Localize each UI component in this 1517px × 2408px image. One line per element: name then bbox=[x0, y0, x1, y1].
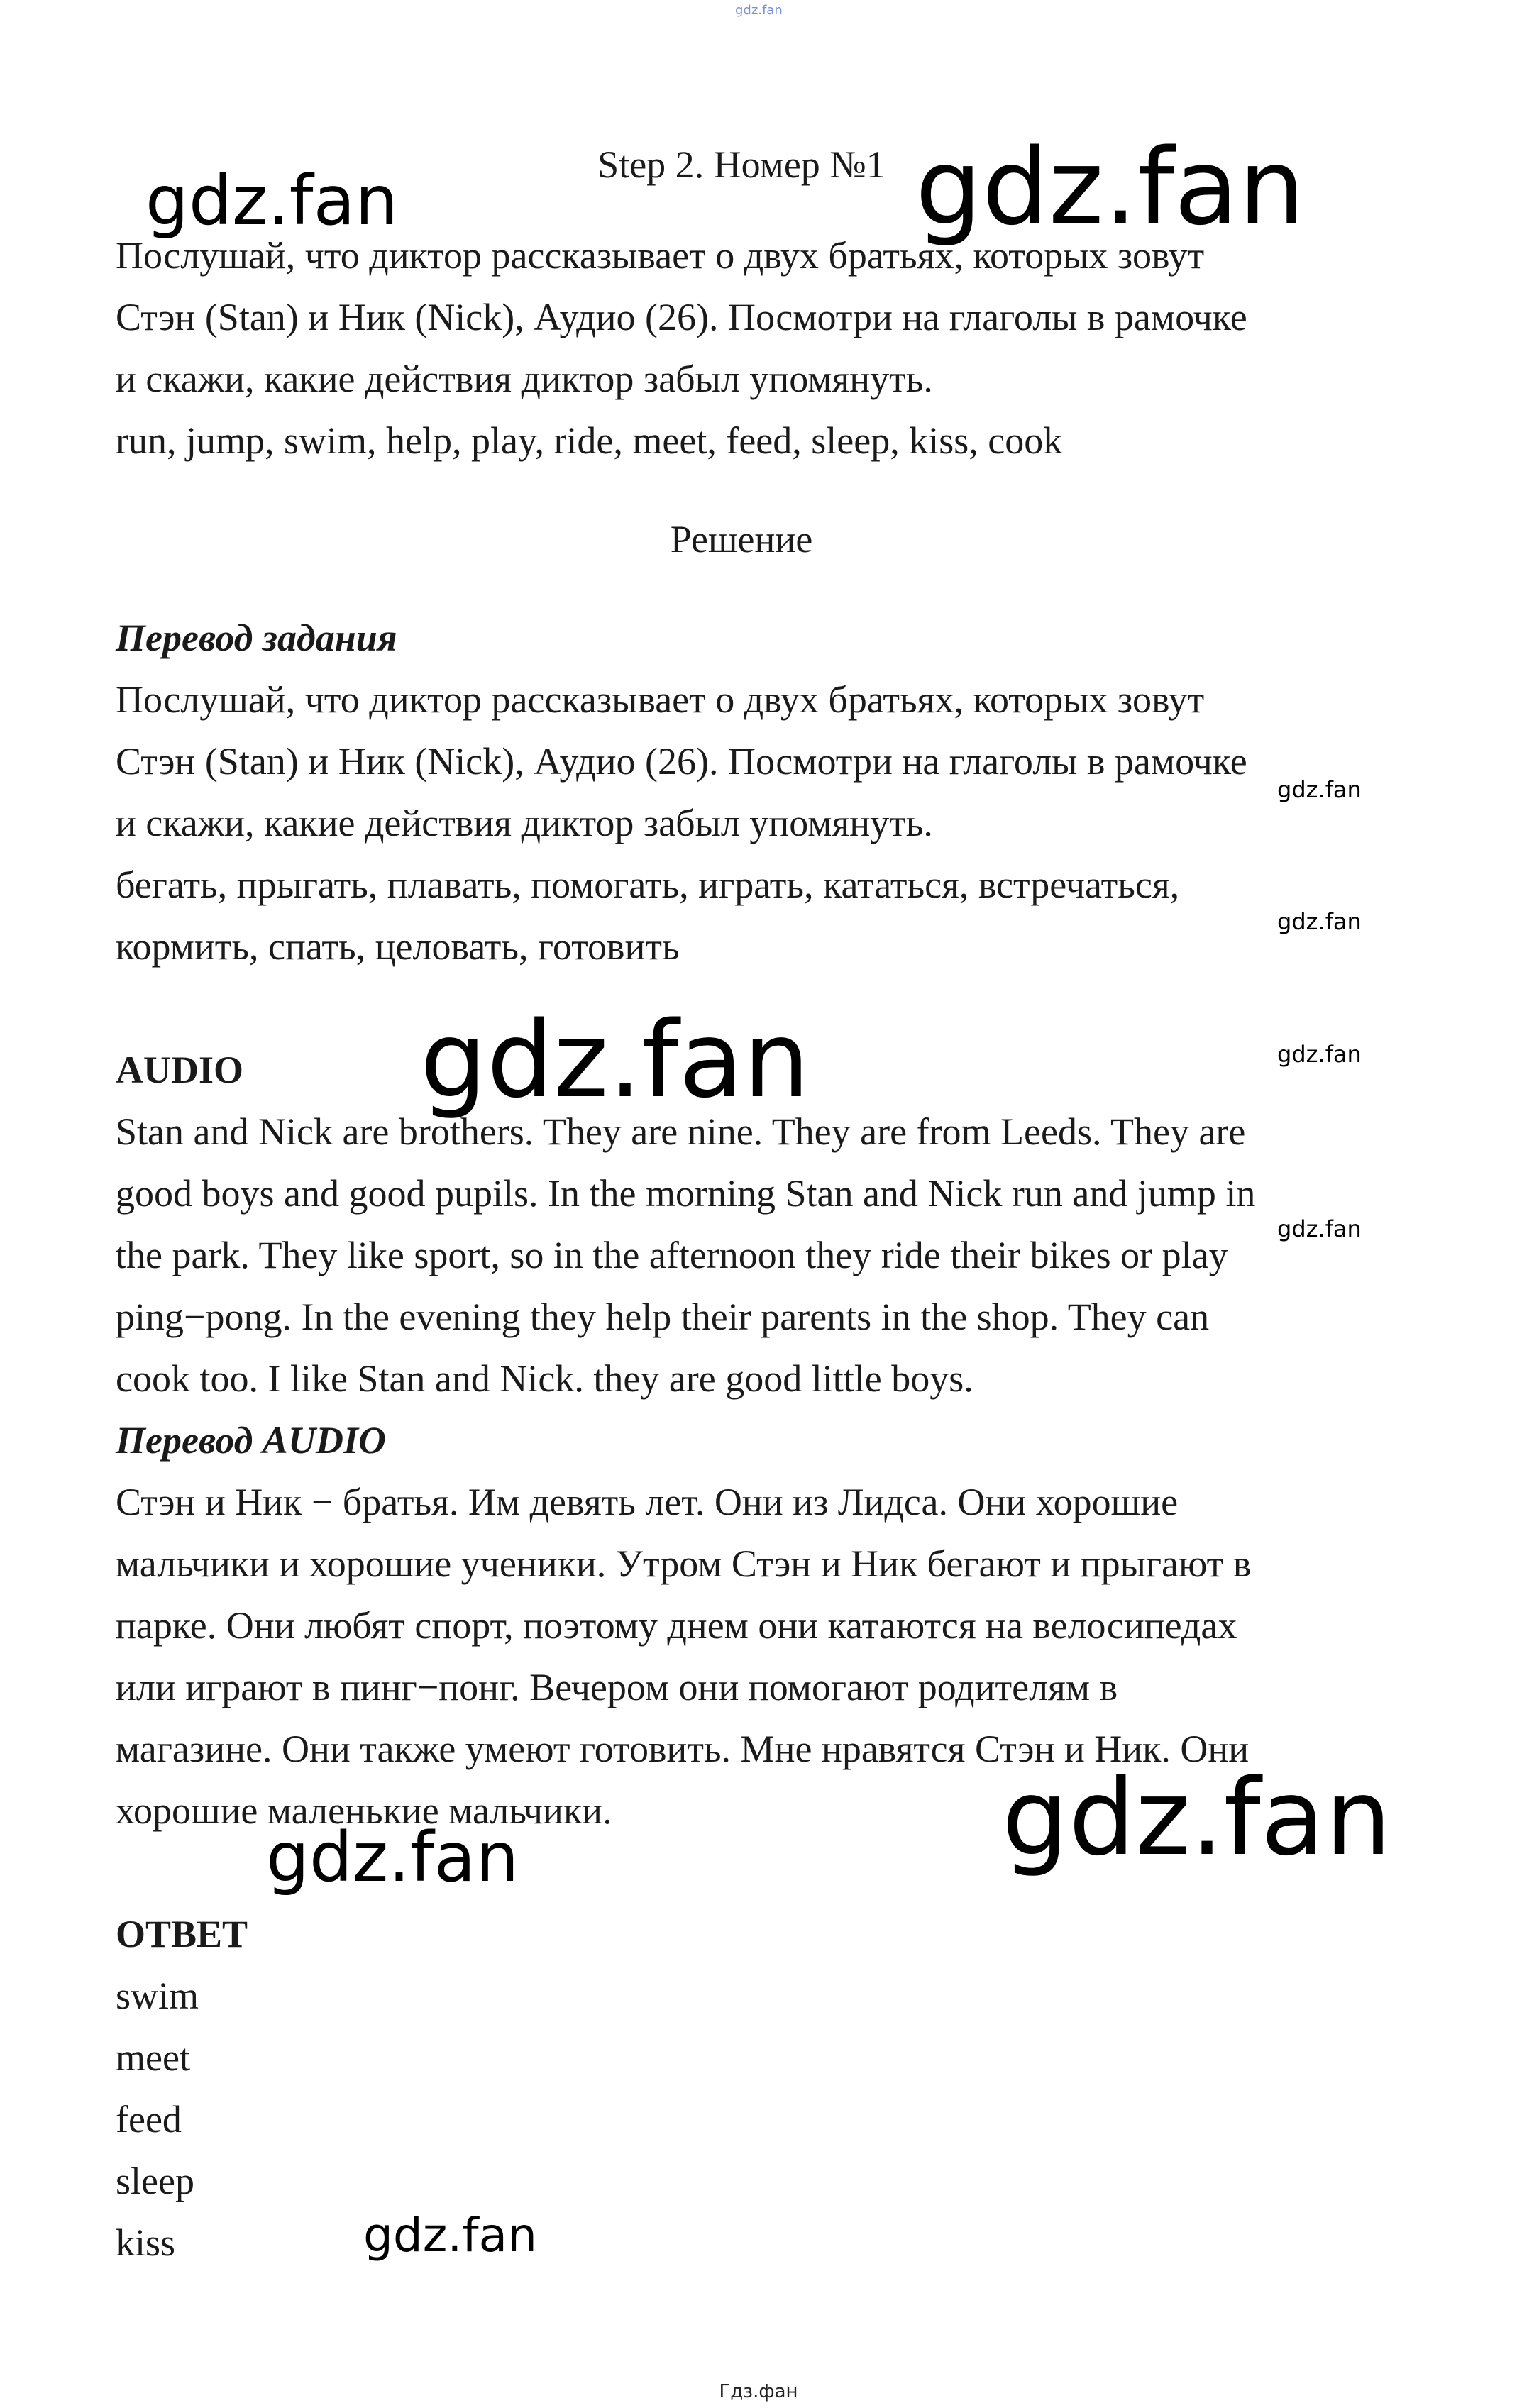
watermark: gdz.fan bbox=[145, 161, 399, 241]
audio-translation-line-5: магазине. Они также умеют готовить. Мне нравятся Стэн и Ник. Они bbox=[116, 1728, 1250, 1770]
watermark: gdz.fan bbox=[1002, 1757, 1392, 1879]
audio-line-4: ping−pong. In the evening they help their parents in the shop. They can bbox=[116, 1296, 1210, 1338]
task-line-2: Стэн (Stan) и Ник (Nick), Аудио (26). Посмотри на глаголы в рамочке bbox=[116, 296, 1247, 338]
answer-item: feed bbox=[116, 2098, 182, 2141]
watermark: gdz.fan bbox=[1277, 1215, 1362, 1242]
answer-item: kiss bbox=[116, 2221, 176, 2264]
audio-translation-line-3: парке. Они любят спорт, поэтому днем они катаются на велосипедах bbox=[116, 1604, 1237, 1647]
audio-translation-line-6: хорошие маленькие мальчики. bbox=[116, 1789, 612, 1832]
answer-item: meet bbox=[116, 2036, 190, 2079]
watermark: gdz.fan bbox=[1277, 776, 1362, 803]
translation-heading: Перевод задания bbox=[116, 617, 397, 659]
watermark: gdz.fan bbox=[1277, 908, 1362, 935]
audio-heading: AUDIO bbox=[116, 1049, 244, 1091]
audio-translation-line-4: или играют в пинг−понг. Вечером они помогают родителям в bbox=[116, 1666, 1118, 1708]
header-watermark: gdz.fan bbox=[735, 3, 783, 18]
task-line-3: и скажи, какие действия диктор забыл упомянуть. bbox=[116, 358, 933, 400]
task-line-1: Послушай, что диктор рассказывает о двух братьях, которых зовут bbox=[116, 234, 1205, 277]
watermark: gdz.fan bbox=[363, 2208, 537, 2263]
translation-line-3: и скажи, какие действия диктор забыл упомянуть. bbox=[116, 802, 933, 844]
audio-translation-line-2: мальчики и хорошие ученики. Утром Стэн и Ник бегают и прыгают в bbox=[116, 1542, 1252, 1585]
audio-line-5: cook too. I like Stan and Nick. they are good little boys. bbox=[116, 1357, 973, 1400]
page-title: Step 2. Номер №1 bbox=[597, 143, 886, 186]
audio-line-2: good boys and good pupils. In the morning Stan and Nick run and jump in bbox=[116, 1172, 1256, 1215]
answer-item: swim bbox=[116, 1975, 199, 2017]
audio-translation-line-1: Стэн и Ник − братья. Им девять лет. Они из Лидса. Они хорошие bbox=[116, 1481, 1179, 1523]
translation-line-2: Стэн (Stan) и Ник (Nick), Аудио (26). Посмотри на глаголы в рамочке bbox=[116, 740, 1247, 783]
footer-text: Гдз.фан bbox=[719, 2381, 798, 2402]
audio-line-1: Stan and Nick are brothers. They are nine. They are from Leeds. They are bbox=[116, 1110, 1246, 1153]
translation-line-1: Послушай, что диктор рассказывает о двух братьях, которых зовут bbox=[116, 678, 1205, 721]
watermark: gdz.fan bbox=[420, 999, 810, 1121]
watermark: gdz.fan bbox=[1277, 1041, 1362, 1068]
answer-heading: ОТВЕТ bbox=[116, 1913, 248, 1955]
watermark: gdz.fan bbox=[915, 126, 1306, 248]
audio-translation-heading: Перевод AUDIO bbox=[116, 1419, 386, 1462]
solution-heading: Решение bbox=[670, 518, 813, 560]
translation-line-4: бегать, прыгать, плавать, помогать, играть, кататься, встречаться, bbox=[116, 863, 1180, 906]
task-verbs: run, jump, swim, help, play, ride, meet, feed, sleep, kiss, cook bbox=[116, 419, 1063, 462]
translation-line-5: кормить, спать, целовать, готовить bbox=[116, 925, 680, 968]
audio-line-3: the park. They like sport, so in the afternoon they ride their bikes or play bbox=[116, 1234, 1228, 1276]
watermark: gdz.fan bbox=[266, 1818, 519, 1897]
answer-item: sleep bbox=[116, 2160, 194, 2202]
